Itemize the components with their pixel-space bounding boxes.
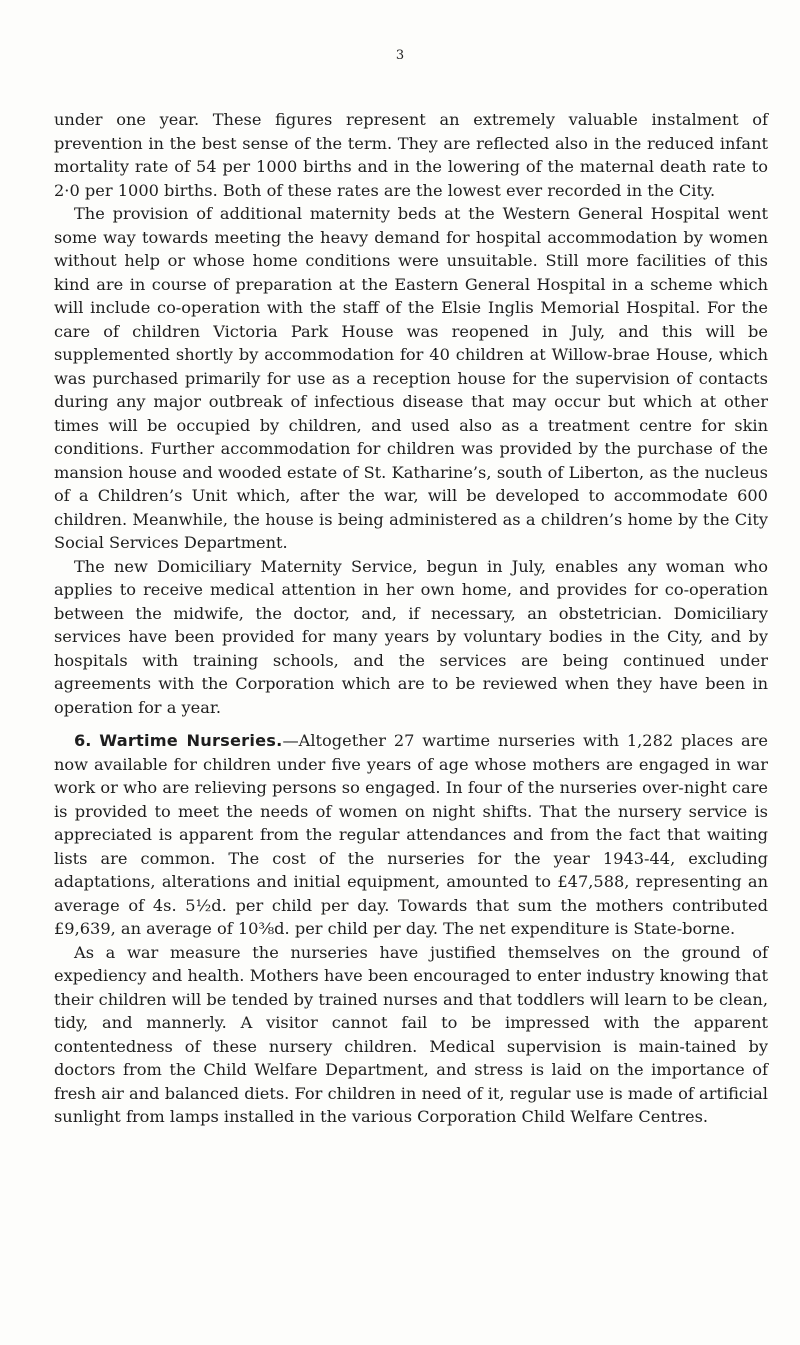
section-heading: Wartime Nurseries.	[99, 731, 283, 750]
paragraph-domiciliary-service: The new Domiciliary Maternity Service, begun in July, enables any woman who applies to receive medical attention in her own home, and provides for co-operation between the midwife, the doctor, and, if necessary, an obstetrician. Domiciliary services have been provided for many years by voluntary bodies in the City, and by hospitals with training schools, and the services are being continued under agreements with the Corporation which are to be reviewed when they have been in operation for a year.	[54, 556, 768, 717]
paragraph-war-measure: As a war measure the nurseries have justified themselves on the ground of expediency and health. Mothers have been encouraged to enter industry knowing that their children will be tended by trained nurses and that toddlers will learn to be clean, tidy, and mannerly. A visitor cannot fail to be impressed with the apparent contentedness of these nursery children. Medical supervision is main-tained by doctors from the Child Welfare Department, and stress is laid on the importance of fresh air and balanced diets. For children in need of it, regular use is made of artificial sunlight from lamps installed in the various Corporation Child Welfare Centres.	[54, 942, 768, 1126]
paragraph-wartime-nurseries	[54, 729, 768, 941]
body-text	[54, 108, 768, 1129]
page-number: 3	[395, 48, 405, 63]
paragraph-maternity-beds: The provision of additional maternity beds at the Western General Hospital went some way towards meeting the heavy demand for hospital accommodation by women without help or whose home conditions were unsuitable. Still more facilities of this kind are in course of preparation at the Eastern General Hospital in a scheme which will include co-operation with the staff of the Elsie Inglis Memorial Hospital. For the care of children Victoria Park House was reopened in July, and this will be supplemented shortly by accommodation for 40 children at Willow-brae House, which was purchased primarily for use as a reception house for the supervision of contacts during any major outbreak of infectious disease that may occur but which at other times will be occupied by children, and used also as a treatment centre for skin conditions. Further accommodation for children was provided by the purchase of the mansion house and wooded estate of St. Katharine’s, south of Liberton, as the nucleus of a Children’s Unit which, after the war, will be developed to accommodate 600 children. Meanwhile, the house is being administered as a children’s home by the City Social Services Department.	[54, 204, 768, 552]
section-text: —Altogether 27 wartime nurseries with 1,282 places are now available for children under five years of age whose mothers are engaged in war work or who are relieving persons so engaged. In four of the nurseries over-night care is provided to meet the needs of women on night shifts. That the nursery service is appreciated is apparent from the regular attendances and from the fact that waiting lists are common. The cost of the nurseries for the year 1943-44, excluding adaptations, alterations and initial equipment, amounted to £47,588, representing an average of 4s. 5½d. per child per day. Towards that sum the mothers contributed £9,639, an average of 10⅜d. per child per day. The net expenditure is State-borne.	[54, 731, 768, 938]
section-number: 6.	[74, 731, 92, 750]
paragraph-infant-mortality: under one year. These figures represent an extremely valuable instalment of prevention in the best sense of the term. They are reflected also in the reduced infant mortality rate of 54 per 1000 births and in the lowering of the maternal death rate to 2·0 per 1000 births. Both of these rates are the lowest ever recorded in the City.	[54, 110, 768, 200]
